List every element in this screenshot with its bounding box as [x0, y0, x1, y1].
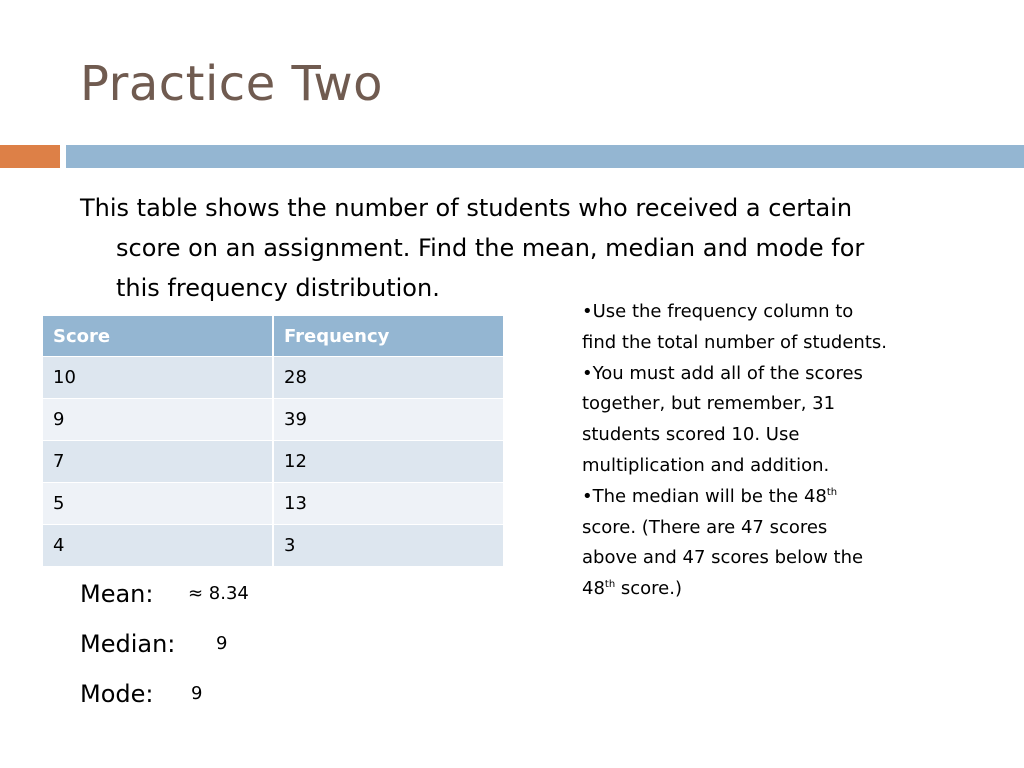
note-line: multiplication and addition. — [582, 454, 830, 476]
frequency-cell: 3 — [273, 525, 503, 567]
score-cell: 5 — [43, 483, 273, 525]
note-text: score.) — [615, 578, 683, 600]
frequency-cell: 12 — [273, 441, 503, 483]
note-line — [582, 574, 922, 605]
table-row — [43, 525, 503, 567]
hint-notes — [582, 297, 922, 605]
note-line: find the total number of students. — [582, 331, 887, 353]
mode-value: 9 — [191, 683, 203, 704]
problem-line-2: score on an assignment. Find the mean, median and mode for — [116, 234, 865, 262]
note-line: above and 47 scores below the — [582, 547, 864, 569]
note-line: together, but remember, 31 — [582, 393, 836, 415]
note-line: •You must add all of the scores — [582, 362, 863, 384]
problem-line-3: this frequency distribution. — [116, 274, 440, 302]
score-cell: 7 — [43, 441, 273, 483]
ordinal-superscript: th — [826, 486, 838, 498]
score-cell: 4 — [43, 525, 273, 567]
score-cell: 10 — [43, 357, 273, 399]
table-row — [43, 399, 503, 441]
table-header-row — [43, 316, 503, 357]
column-header-score: Score — [43, 316, 273, 357]
frequency-table — [43, 316, 503, 567]
accent-bar — [0, 145, 60, 168]
table-row — [43, 357, 503, 399]
frequency-cell: 39 — [273, 399, 503, 441]
problem-line-1: This table shows the number of students who received a certain — [80, 194, 853, 222]
table-row — [43, 441, 503, 483]
median-label: Median: — [80, 630, 176, 658]
problem-text — [80, 188, 960, 308]
mean-label: Mean: — [80, 580, 154, 608]
note-line — [582, 482, 922, 513]
frequency-cell: 28 — [273, 357, 503, 399]
note-text: 48 — [582, 578, 605, 600]
note-line: students scored 10. Use — [582, 424, 800, 446]
frequency-cell: 13 — [273, 483, 503, 525]
note-line: •Use the frequency column to — [582, 301, 854, 322]
title-underline-bar — [66, 145, 1024, 168]
median-value: 9 — [216, 633, 228, 654]
mode-label: Mode: — [80, 680, 154, 708]
column-header-frequency: Frequency — [273, 316, 503, 357]
ordinal-superscript: th — [604, 579, 616, 591]
note-line: score. (There are 47 scores — [582, 516, 828, 538]
mean-value: ≈ 8.34 — [188, 583, 249, 604]
note-text: •The median will be the 48 — [582, 485, 827, 507]
slide-title: Practice Two — [80, 56, 383, 112]
table-row — [43, 483, 503, 525]
score-cell: 9 — [43, 399, 273, 441]
